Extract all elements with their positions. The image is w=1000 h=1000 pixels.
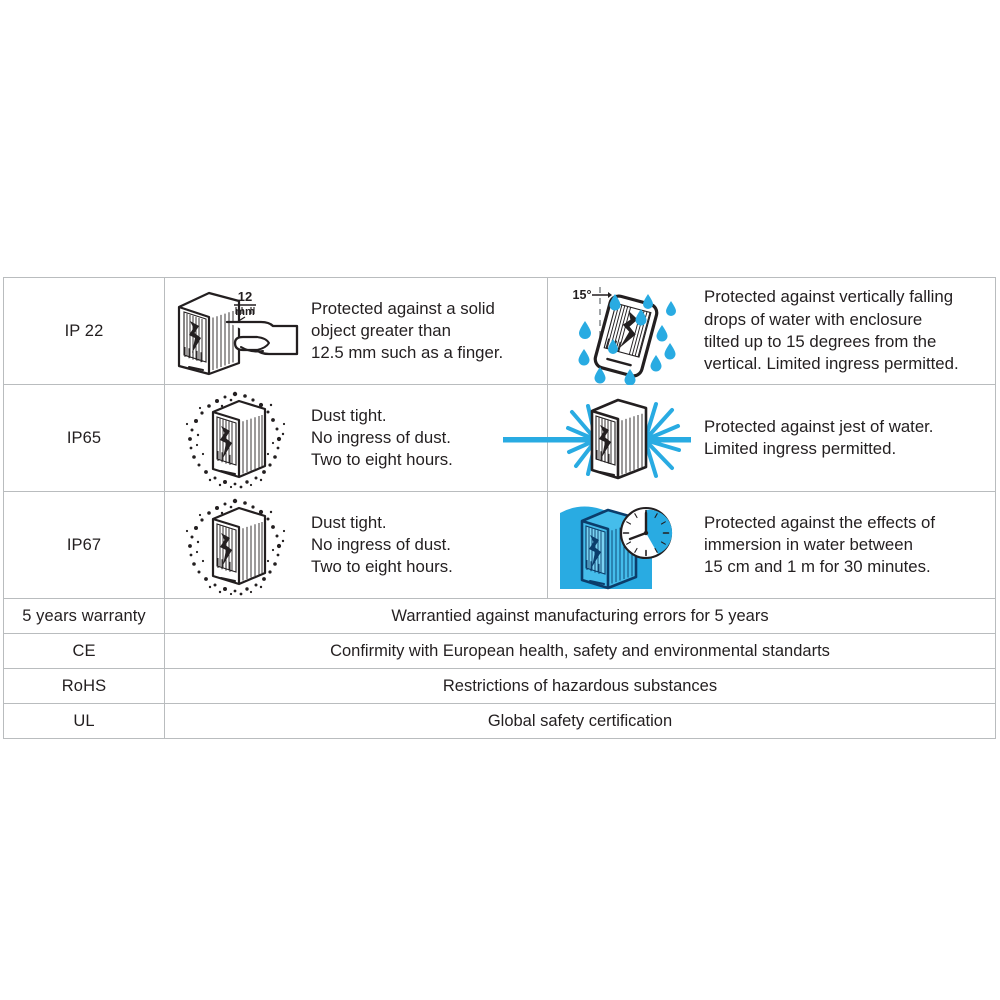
- table-row-ip67: [4, 492, 996, 599]
- ip67-immersion-description: [698, 512, 941, 579]
- ip22-solid-protection-cell: [165, 278, 548, 385]
- ip22-water-protection-cell: [548, 278, 996, 385]
- cert-description-cell-ul: [165, 704, 996, 739]
- desc-line: immersion in water between: [704, 534, 913, 554]
- cert-description-cell-rohs: [165, 669, 996, 704]
- desc-line: Two to eight hours.: [311, 557, 453, 577]
- table-row-ip65: [4, 385, 996, 492]
- desc-line: Protected against a solid: [311, 298, 495, 318]
- enclosure-tilted-water-drops-icon: [548, 281, 698, 381]
- cert-label-cell-ul: [4, 704, 165, 739]
- desc-line: Protected against the effects of: [704, 512, 936, 532]
- desc-line: tilted up to 15 degrees from the: [704, 332, 937, 351]
- enclosure-immersion-clock-icon: [548, 495, 698, 595]
- desc-line: No ingress of dust.: [311, 534, 451, 554]
- cert-description-cell-warranty: [165, 599, 996, 634]
- cert-label-text: UL: [73, 711, 95, 730]
- enclosure-finger-probe-icon: [165, 281, 305, 381]
- ip65-jet-description: [698, 416, 939, 461]
- desc-line: Protected against vertically falling: [704, 287, 954, 307]
- table-row-ip22: [4, 278, 996, 385]
- cert-label-text: CE: [72, 641, 96, 660]
- cert-label-text: RoHS: [61, 676, 107, 695]
- desc-line: 15 cm and 1 m for 30 minutes.: [704, 557, 931, 577]
- rating-label-text: IP 22: [64, 321, 104, 340]
- cert-label-text: 5 years warranty: [22, 606, 146, 625]
- rating-label-text: IP67: [66, 535, 102, 554]
- desc-line: object greater than: [311, 320, 451, 340]
- desc-line: vertical. Limited ingress permitted.: [704, 354, 959, 374]
- cert-label-cell-warranty: [4, 599, 165, 634]
- cert-description-text: Global safety certification: [487, 711, 673, 730]
- rating-label-cell-ip67: [4, 492, 165, 599]
- ip65-dust-protection-cell: [165, 385, 548, 492]
- table-row-ce: [4, 634, 996, 669]
- enclosure-dust-cloud-icon: [165, 388, 305, 488]
- desc-line: Protected against jest of water.: [704, 416, 934, 436]
- cert-description-cell-ce: [165, 634, 996, 669]
- ip67-dust-description: [305, 512, 459, 579]
- cert-description-text: Restrictions of hazardous substances: [442, 676, 718, 695]
- dimension-unit: mm: [235, 306, 255, 318]
- ip67-dust-protection-cell: [165, 492, 548, 599]
- desc-line: Limited ingress permitted.: [704, 439, 897, 458]
- ip65-jet-protection-cell: [548, 385, 996, 492]
- cert-label-cell-ce: [4, 634, 165, 669]
- table-row-ul: [4, 704, 996, 739]
- table-row-warranty: [4, 599, 996, 634]
- ip67-immersion-protection-cell: [548, 492, 996, 599]
- clock-icon: [621, 508, 672, 558]
- desc-line: drops of water with enclosure: [704, 309, 923, 329]
- rating-label-cell-ip65: [4, 385, 165, 492]
- desc-line: No ingress of dust.: [311, 427, 451, 447]
- enclosure-dust-cloud-icon: [165, 495, 305, 595]
- enclosure-water-jet-icon: [548, 388, 698, 488]
- cert-description-text: Confirmity with European health, safety and environmental standarts: [330, 641, 830, 660]
- rating-label-cell-ip22: [4, 278, 165, 385]
- ip-rating-specification-table: [3, 277, 996, 739]
- ip22-solid-description: [305, 298, 509, 365]
- tilt-angle-label: 15°: [572, 288, 592, 302]
- desc-line: Dust tight.: [311, 512, 387, 532]
- cert-description-text: Warrantied against manufacturing errors for 5 years: [391, 606, 769, 625]
- table-row-rohs: [4, 669, 996, 704]
- ip22-water-description: [698, 286, 965, 375]
- ip65-dust-description: [305, 405, 459, 472]
- rating-label-text: IP65: [66, 428, 102, 447]
- cert-label-cell-rohs: [4, 669, 165, 704]
- desc-line: Two to eight hours.: [311, 450, 453, 470]
- dimension-number: 12: [237, 289, 253, 304]
- desc-line: 12.5 mm such as a finger.: [311, 343, 504, 363]
- dimension-caption-group: [234, 289, 256, 322]
- desc-line: Dust tight.: [311, 405, 387, 425]
